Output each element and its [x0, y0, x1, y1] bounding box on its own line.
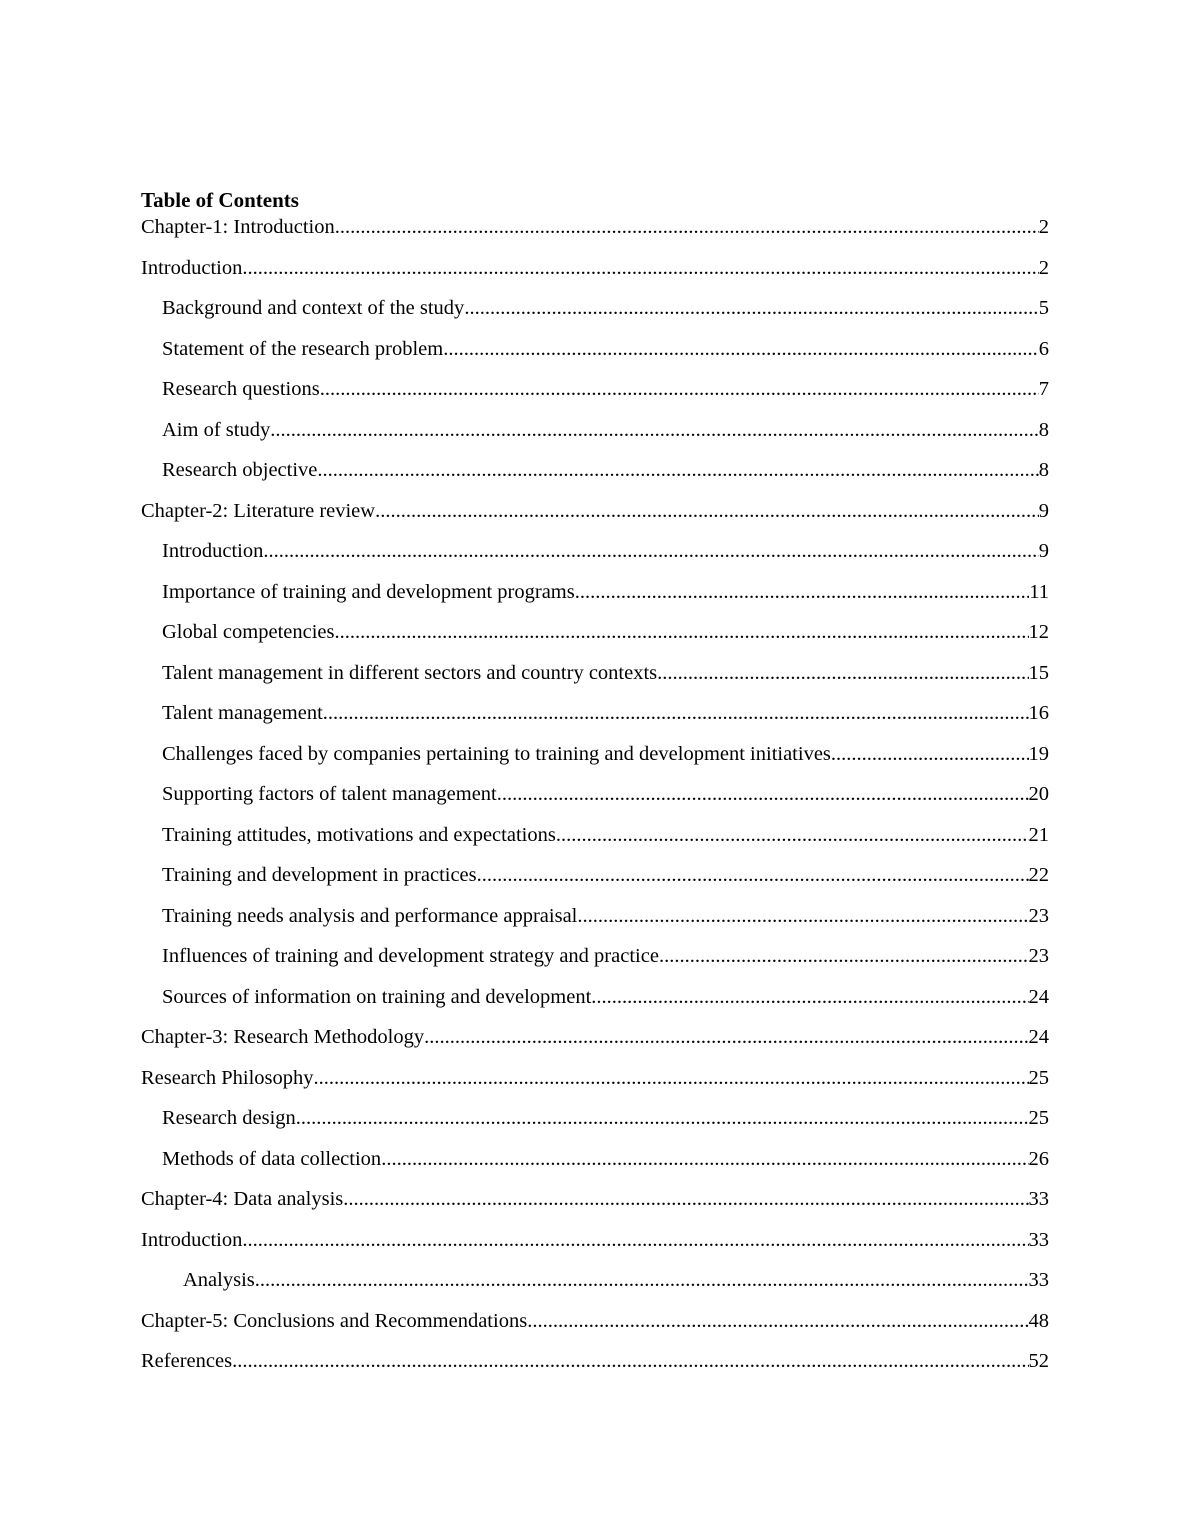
toc-entry-page-number: 2: [1038, 256, 1049, 279]
toc-entry[interactable]: [141, 943, 1049, 984]
toc-entry-page-number: 9: [1038, 540, 1049, 562]
toc-entry[interactable]: [141, 417, 1049, 458]
toc-dot-leader: [334, 619, 1028, 646]
toc-entry[interactable]: [141, 1227, 1049, 1268]
toc-dot-leader: [497, 781, 1029, 808]
toc-entry-page-number: 25: [1028, 1107, 1049, 1129]
toc-entry-page-number: 52: [1028, 1350, 1049, 1372]
toc-dot-leader: [556, 822, 1029, 849]
toc-entry[interactable]: [141, 214, 1049, 241]
toc-entry-label: Challenges faced by companies pertaining to training and development initiatives: [162, 742, 831, 765]
toc-entry-label: Aim of study: [162, 418, 271, 441]
toc-entry-label: Introduction: [141, 1228, 243, 1251]
toc-entry-page-number: 24: [1028, 985, 1049, 1008]
toc-entry-label: Training attitudes, motivations and expectations: [162, 823, 556, 846]
toc-entry-page-number: 33: [1028, 1269, 1049, 1291]
toc-entry-label: Global competencies: [162, 621, 335, 643]
toc-entry-label: Research questions: [162, 378, 320, 400]
toc-dot-leader: [659, 943, 1029, 970]
toc-dot-leader: [242, 1227, 1028, 1254]
toc-entry[interactable]: [141, 1065, 1049, 1106]
toc-dot-leader: [577, 903, 1028, 930]
toc-dot-leader: [424, 1024, 1028, 1051]
toc-entry[interactable]: [141, 619, 1049, 660]
toc-entry-page-number: 16: [1028, 702, 1049, 724]
toc-entry-label: Research objective: [162, 459, 318, 481]
toc-dot-leader: [317, 457, 1038, 484]
toc-entry-label: References: [141, 1350, 233, 1372]
toc-entry[interactable]: [141, 579, 1049, 620]
toc-entry-label: Chapter-4: Data analysis: [141, 1188, 344, 1210]
toc-dot-leader: [591, 984, 1028, 1011]
toc-entry-page-number: 8: [1038, 418, 1049, 441]
toc-entry[interactable]: [141, 376, 1049, 417]
toc-entry-label: Introduction: [162, 540, 264, 562]
toc-dot-leader: [335, 214, 1039, 241]
toc-entry-page-number: 48: [1028, 1309, 1049, 1332]
toc-entry[interactable]: [141, 538, 1049, 579]
toc-dot-leader: [343, 1186, 1028, 1213]
toc-entry[interactable]: [141, 1348, 1049, 1389]
toc-entry-label: Supporting factors of talent management: [162, 783, 497, 805]
toc-entry-label: Introduction: [141, 256, 243, 279]
toc-entry[interactable]: [141, 295, 1049, 336]
toc-dot-leader: [263, 538, 1038, 565]
toc-entry-label: Importance of training and development programs: [162, 580, 575, 603]
toc-title: Table of Contents: [141, 188, 299, 212]
toc-entry-page-number: 26: [1028, 1147, 1049, 1170]
toc-entry-page-number: 9: [1038, 499, 1049, 522]
toc-entry-label: Research design: [162, 1107, 296, 1129]
table-of-contents: [141, 186, 1049, 1389]
toc-entry[interactable]: [141, 336, 1049, 377]
toc-entry[interactable]: [141, 1186, 1049, 1227]
toc-entry-page-number: 5: [1038, 297, 1049, 319]
toc-entry[interactable]: [141, 1105, 1049, 1146]
toc-entry-label: Chapter-5: Conclusions and Recommendations: [141, 1309, 528, 1332]
toc-entry-label: Influences of training and development strategy and practice: [162, 945, 659, 967]
toc-entry-label: Research Philosophy: [141, 1066, 314, 1089]
toc-dot-leader: [381, 1146, 1028, 1173]
toc-dot-leader: [575, 579, 1030, 606]
toc-entry-page-number: 11: [1029, 580, 1049, 603]
toc-entry-label: Training and development in practices: [162, 864, 477, 886]
toc-entry[interactable]: [141, 903, 1049, 944]
toc-entry[interactable]: [141, 822, 1049, 863]
toc-entry-page-number: 8: [1038, 459, 1049, 481]
toc-entry-page-number: 12: [1028, 621, 1049, 643]
toc-entry[interactable]: [141, 781, 1049, 822]
toc-entry-page-number: 2: [1038, 216, 1049, 238]
toc-entry-page-number: 7: [1038, 378, 1049, 400]
toc-entry-label: Background and context of the study: [162, 297, 465, 319]
toc-dot-leader: [242, 255, 1038, 282]
toc-entry[interactable]: [141, 457, 1049, 498]
toc-entry-page-number: 33: [1028, 1188, 1049, 1210]
toc-entry[interactable]: [141, 1146, 1049, 1187]
toc-dot-leader: [270, 417, 1039, 444]
toc-dot-leader: [657, 660, 1028, 687]
toc-entry-label: Chapter-1: Introduction: [141, 216, 335, 238]
toc-dot-leader: [320, 376, 1039, 403]
toc-entry-page-number: 25: [1028, 1066, 1049, 1089]
toc-entry-page-number: 33: [1028, 1228, 1049, 1251]
toc-entry-label: Chapter-2: Literature review: [141, 499, 376, 522]
toc-entry-label: Analysis: [183, 1269, 255, 1291]
toc-entry-page-number: 24: [1028, 1026, 1049, 1048]
toc-dot-leader: [477, 862, 1029, 889]
toc-entry-label: Talent management in different sectors and country contexts: [162, 661, 658, 684]
toc-entry-page-number: 15: [1028, 661, 1049, 684]
toc-dot-leader: [323, 700, 1029, 727]
toc-entry-page-number: 19: [1028, 742, 1049, 765]
toc-dot-leader: [232, 1348, 1028, 1375]
toc-entry-page-number: 20: [1028, 783, 1049, 805]
toc-entry[interactable]: [141, 498, 1049, 539]
toc-entry[interactable]: [141, 741, 1049, 782]
toc-entry-page-number: 23: [1028, 904, 1049, 927]
toc-dot-leader: [255, 1267, 1029, 1294]
toc-dot-leader: [527, 1308, 1028, 1335]
toc-dot-leader: [464, 295, 1038, 322]
toc-entry-page-number: 6: [1038, 337, 1049, 360]
toc-dot-leader: [443, 336, 1039, 363]
toc-dot-leader: [375, 498, 1039, 525]
toc-dot-leader: [296, 1105, 1029, 1132]
toc-entry[interactable]: [141, 1267, 1049, 1308]
toc-dot-leader: [831, 741, 1029, 768]
toc-entry-label: Training needs analysis and performance appraisal: [162, 904, 578, 927]
toc-entry-label: Chapter-3: Research Methodology: [141, 1026, 425, 1048]
toc-entry-label: Methods of data collection: [162, 1147, 382, 1170]
toc-entry-page-number: 21: [1028, 823, 1049, 846]
toc-entry-page-number: 23: [1028, 945, 1049, 967]
toc-entry[interactable]: [141, 984, 1049, 1025]
toc-entry[interactable]: [141, 660, 1049, 701]
toc-entry-page-number: 22: [1028, 864, 1049, 886]
toc-entry[interactable]: [141, 255, 1049, 296]
toc-list: [141, 214, 1049, 1389]
toc-entry[interactable]: [141, 700, 1049, 741]
toc-entry[interactable]: [141, 862, 1049, 903]
toc-entry-label: Sources of information on training and development: [162, 985, 592, 1008]
toc-entry[interactable]: [141, 1308, 1049, 1349]
toc-entry-label: Talent management: [162, 702, 323, 724]
toc-entry[interactable]: [141, 1024, 1049, 1065]
toc-dot-leader: [314, 1065, 1029, 1092]
toc-entry-label: Statement of the research problem: [162, 337, 444, 360]
